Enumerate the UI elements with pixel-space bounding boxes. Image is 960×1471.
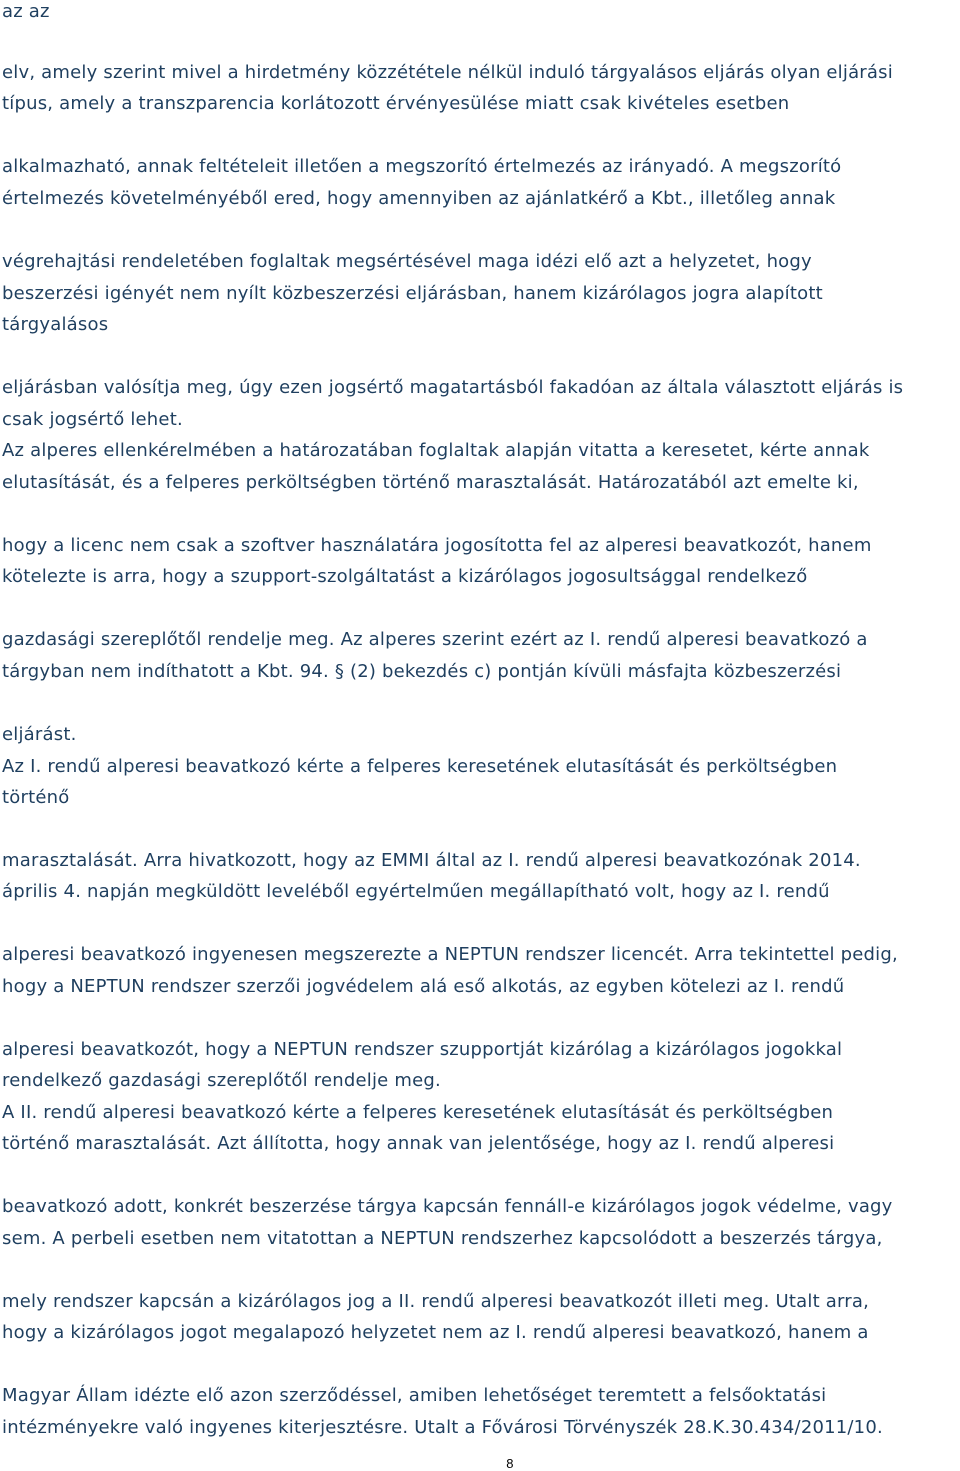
text-line: típus, amely a transzparencia korlátozott érvényesülése miatt csak kivételes esetben bbox=[2, 93, 790, 114]
text-line: A II. rendű alperesi beavatkozó kérte a felperes keresetének elutasítását és perköltségben bbox=[2, 1102, 834, 1123]
text-line: hogy a kizárólagos jogot megalapozó helyzetet nem az I. rendű alperesi beavatkozó, hanem a bbox=[2, 1322, 869, 1343]
text-line: elutasítását, és a felperes perköltségben történő marasztalását. Határozatából azt emelte ki, bbox=[2, 472, 859, 493]
text-line: beszerzési igényét nem nyílt közbeszerzési eljárásban, hanem kizárólagos jogra alapított bbox=[2, 283, 823, 304]
header-text: az az bbox=[2, 1, 50, 22]
text-line: április 4. napján megküldött leveléből egyértelműen megállapítható volt, hogy az I. rendű bbox=[2, 881, 830, 902]
text-line: rendelkező gazdasági szereplőtől rendelje meg. bbox=[2, 1070, 441, 1091]
text-line: beavatkozó adott, konkrét beszerzése tárgya kapcsán fennáll-e kizárólagos jogok védelme, vagy bbox=[2, 1196, 893, 1217]
text-line: gazdasági szereplőtől rendelje meg. Az alperes szerint ezért az I. rendű alperesi beavatkozó a bbox=[2, 629, 868, 650]
text-line: eljárást. bbox=[2, 724, 77, 745]
text-line: alperesi beavatkozó ingyenesen megszerezte a NEPTUN rendszer licencét. Arra tekintettel pedig, bbox=[2, 944, 898, 965]
text-line: kötelezte is arra, hogy a szupport-szolgáltatást a kizárólagos jogosultsággal rendelkező bbox=[2, 566, 808, 587]
text-line: hogy a NEPTUN rendszer szerzői jogvédelem alá eső alkotás, az egyben kötelezi az I. rendű bbox=[2, 976, 845, 997]
text-line: alkalmazható, annak feltételeit illetően a megszorító értelmezés az irányadó. A megszorító bbox=[2, 156, 842, 177]
text-line: alperesi beavatkozót, hogy a NEPTUN rendszer szupportját kizárólag a kizárólagos jogokkal bbox=[2, 1039, 843, 1060]
text-line: hogy a licenc nem csak a szoftver használatára jogosította fel az alperesi beavatkozót, hanem bbox=[2, 535, 872, 556]
text-line: intézményekre való ingyenes kiterjesztésre. Utalt a Fővárosi Törvényszék 28.K.30.434/2011/10. bbox=[2, 1417, 883, 1438]
text-line: történő marasztalását. Azt állította, hogy annak van jelentősége, hogy az I. rendű alperesi bbox=[2, 1133, 835, 1154]
text-line: csak jogsértő lehet. bbox=[2, 409, 183, 430]
text-line: történő bbox=[2, 787, 70, 808]
text-line: tárgyban nem indíthatott a Kbt. 94. § (2) bekezdés c) pontján kívüli másfajta közbeszerzési bbox=[2, 661, 842, 682]
page-number: 8 bbox=[506, 1456, 514, 1471]
text-line: sem. A perbeli esetben nem vitatottan a NEPTUN rendszerhez kapcsolódott a beszerzés tárgya, bbox=[2, 1228, 883, 1249]
text-line: Az alperes ellenkérelmében a határozatában foglaltak alapján vitatta a keresetet, kérte annak bbox=[2, 440, 870, 461]
text-line: tárgyalásos bbox=[2, 314, 109, 335]
text-line: mely rendszer kapcsán a kizárólagos jog a II. rendű alperesi beavatkozót illeti meg. Utalt arra, bbox=[2, 1291, 870, 1312]
text-line: Magyar Állam idézte elő azon szerződéssel, amiben lehetőséget teremtett a felsőoktatási bbox=[2, 1385, 827, 1406]
text-line: végrehajtási rendeletében foglaltak megsértésével maga idézi elő azt a helyzetet, hogy bbox=[2, 251, 812, 272]
text-line: eljárásban valósítja meg, úgy ezen jogsértő magatartásból fakadóan az általa választott eljárás is bbox=[2, 377, 904, 398]
text-line: értelmezés követelményéből ered, hogy amennyiben az ajánlatkérő a Kbt., illetőleg annak bbox=[2, 188, 836, 209]
text-line: elv, amely szerint mivel a hirdetmény közzététele nélkül induló tárgyalásos eljárás olyan eljárási bbox=[2, 62, 893, 83]
text-line: marasztalását. Arra hivatkozott, hogy az EMMI által az I. rendű alperesi beavatkozónak 2014. bbox=[2, 850, 861, 871]
text-line: Az I. rendű alperesi beavatkozó kérte a felperes keresetének elutasítását és perköltségben bbox=[2, 756, 838, 777]
